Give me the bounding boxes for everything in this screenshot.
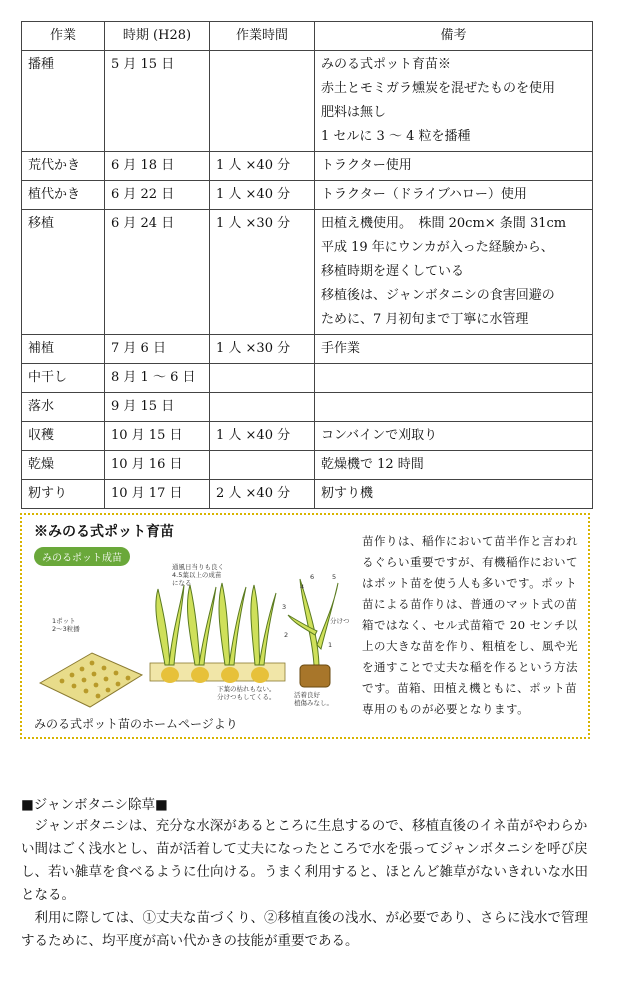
pot-annotation: 活着良好植傷みなし。 bbox=[294, 691, 333, 707]
work-schedule-table bbox=[21, 21, 593, 509]
box-description: 苗作りは、稲作において苗半作と言われるぐらい重要ですが、有機稲作においてはポット苗を使う人も多いです。ポット苗による苗作りは、普通のマット式の苗箱ではなく、セル式苗箱で 20 センチ以上の大きな苗を作り、粗植をし、風や光を通すことで丈夫な稲を作るという方法です。苗箱、田植え機ともに、ポット苗専用のものが必要となります。 bbox=[362, 534, 578, 716]
header-remarks: 備考 bbox=[315, 22, 593, 51]
remark-line: トラクター（ドライブハロー）使用 bbox=[321, 187, 527, 202]
time-cell: 1 人 ×30 分 bbox=[210, 335, 315, 364]
section-paragraph-1: ジャンボタニシは、充分な水深があるところに生息するので、移植直後のイネ苗がやわらかい間はごく浅水とし、苗が活着して丈夫になったところで水を張ってジャンボタニシを呼び戻し、若い雑草を食べるように仕向ける。うまく利用すると、ほとんど雑草がないきれいな水田となる。 bbox=[21, 818, 588, 903]
box-title: ※みのる式ポット育苗 bbox=[34, 524, 174, 540]
remark-line: 籾すり機 bbox=[321, 486, 374, 501]
header-time: 作業時間 bbox=[210, 22, 315, 51]
task-cell: 中干し bbox=[22, 364, 105, 393]
remark-line: 田植え機使用。 株間 20cm× 条間 31cm bbox=[321, 216, 567, 231]
date-cell: 10 月 15 日 bbox=[105, 422, 210, 451]
remark-line: 手作業 bbox=[321, 341, 361, 356]
date-cell: 6 月 18 日 bbox=[105, 152, 210, 181]
remark-line: 移植後は、ジャンボタニシの食害回避の bbox=[321, 288, 555, 303]
table-row bbox=[22, 335, 593, 364]
remarks-cell bbox=[315, 152, 593, 181]
remarks-cell bbox=[315, 393, 593, 422]
table-row bbox=[22, 422, 593, 451]
leaf-number-3: 3 bbox=[282, 603, 287, 611]
remark-line: 1 セルに 3 ～ 4 粒を播種 bbox=[321, 129, 471, 144]
time-cell: 1 人 ×40 分 bbox=[210, 181, 315, 210]
task-cell: 補植 bbox=[22, 335, 105, 364]
header-task: 作業 bbox=[22, 22, 105, 51]
single-plant-illustration bbox=[288, 579, 338, 687]
date-cell: 6 月 22 日 bbox=[105, 181, 210, 210]
time-cell bbox=[210, 393, 315, 422]
task-cell: 籾すり bbox=[22, 480, 105, 509]
task-cell: 植代かき bbox=[22, 181, 105, 210]
table-row bbox=[22, 451, 593, 480]
task-cell: 乾燥 bbox=[22, 451, 105, 480]
time-cell: 1 人 ×30 分 bbox=[210, 210, 315, 335]
table-header-row bbox=[22, 22, 593, 51]
table-row bbox=[22, 364, 593, 393]
remark-line bbox=[321, 366, 586, 390]
table-row bbox=[22, 480, 593, 509]
remarks-cell bbox=[315, 210, 593, 335]
date-cell: 7 月 6 日 bbox=[105, 335, 210, 364]
leaf-number-4: 4 bbox=[300, 583, 305, 591]
time-cell bbox=[210, 451, 315, 480]
box-caption: みのる式ポット苗のホームページより bbox=[34, 717, 238, 731]
table-row bbox=[22, 181, 593, 210]
task-cell: 播種 bbox=[22, 51, 105, 152]
remark-line: ために、7 月初旬まで丁寧に水管理 bbox=[321, 312, 529, 327]
remark-line: トラクター使用 bbox=[321, 158, 412, 173]
section-paragraph-2: 利用に際しては、①丈夫な苗づくり、②移植直後の浅水、が必要であり、さらに浅水で管理するために、均平度が高い代かきの技能が重要である。 bbox=[21, 910, 588, 949]
remark-line bbox=[321, 395, 586, 419]
remark-line: コンバインで刈取り bbox=[321, 428, 438, 443]
tiller-annotation: 分けつ bbox=[330, 617, 350, 625]
top-annotation: 通風日当りも良く 4.5葉以上の成苗になる bbox=[172, 563, 224, 587]
remark-line: みのる式ポット育苗※ bbox=[321, 57, 452, 72]
leaf-number-1: 1 bbox=[328, 641, 333, 649]
remark-line: 肥料は無し bbox=[321, 105, 387, 120]
remarks-cell bbox=[315, 480, 593, 509]
task-cell: 落水 bbox=[22, 393, 105, 422]
date-cell: 10 月 16 日 bbox=[105, 451, 210, 480]
remark-line: 平成 19 年にウンカが入った経験から、 bbox=[321, 240, 554, 255]
table-row bbox=[22, 51, 593, 152]
time-cell: 1 人 ×40 分 bbox=[210, 152, 315, 181]
date-cell: 5 月 15 日 bbox=[105, 51, 210, 152]
time-cell bbox=[210, 51, 315, 152]
tray-annotation: 1ポット 2～3粒播 bbox=[52, 617, 80, 633]
roots-annotation: 下葉の枯れもない。分けつもしてくる。 bbox=[217, 685, 276, 701]
task-cell: 移植 bbox=[22, 210, 105, 335]
task-cell: 収穫 bbox=[22, 422, 105, 451]
remarks-cell bbox=[315, 364, 593, 393]
remarks-cell bbox=[315, 335, 593, 364]
table-row bbox=[22, 210, 593, 335]
pot-seedling-box bbox=[20, 513, 590, 739]
time-cell: 2 人 ×40 分 bbox=[210, 480, 315, 509]
time-cell: 1 人 ×40 分 bbox=[210, 422, 315, 451]
section-title: ■ジャンボタニシ除草■ bbox=[21, 797, 168, 813]
remarks-cell bbox=[315, 51, 593, 152]
remark-line: 移植時期を遅くしている bbox=[321, 264, 465, 279]
pot-seedling-illustration bbox=[32, 563, 350, 715]
header-date: 時期 (H28) bbox=[105, 22, 210, 51]
date-cell: 9 月 15 日 bbox=[105, 393, 210, 422]
leaf-number-2: 2 bbox=[284, 631, 289, 639]
remarks-cell bbox=[315, 422, 593, 451]
remarks-cell bbox=[315, 451, 593, 480]
remark-line: 赤土とモミガラ燻炭を混ぜたものを使用 bbox=[321, 81, 556, 96]
leaf-number-6: 6 bbox=[310, 573, 315, 581]
leaf-number-5: 5 bbox=[332, 573, 337, 581]
remarks-cell bbox=[315, 181, 593, 210]
table-body bbox=[22, 51, 593, 509]
time-cell bbox=[210, 364, 315, 393]
date-cell: 10 月 17 日 bbox=[105, 480, 210, 509]
table-row bbox=[22, 152, 593, 181]
date-cell: 6 月 24 日 bbox=[105, 210, 210, 335]
task-cell: 荒代かき bbox=[22, 152, 105, 181]
seedling-tray-illustration bbox=[40, 653, 142, 707]
box-tag: みのるポット成苗 bbox=[34, 547, 130, 566]
table-row bbox=[22, 393, 593, 422]
tall-seedlings-illustration bbox=[150, 583, 285, 683]
remark-line: 乾燥機で 12 時間 bbox=[321, 457, 424, 472]
date-cell: 8 月 1 ～ 6 日 bbox=[105, 364, 210, 393]
